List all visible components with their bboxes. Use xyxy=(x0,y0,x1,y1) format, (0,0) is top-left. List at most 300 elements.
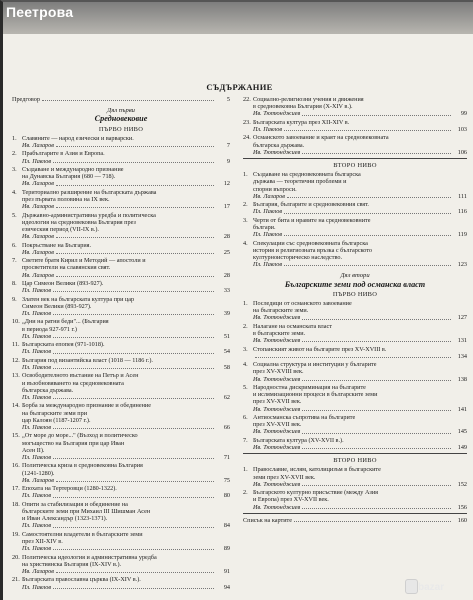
divider xyxy=(243,453,467,454)
page-number: 127 xyxy=(457,314,467,322)
toc-author-line xyxy=(243,208,467,215)
level-heading: ПЪРВО НИВО xyxy=(332,290,378,298)
page-number: 160 xyxy=(457,516,467,524)
dot-leader xyxy=(53,588,214,589)
entry-title: Българската култура през XII-XIV в. xyxy=(253,118,350,126)
watermark-corner: bazar xyxy=(418,582,445,593)
entry-author: Пл. Павлов xyxy=(22,393,52,401)
toc-line xyxy=(243,300,467,307)
page-number: 25 xyxy=(223,248,230,256)
entry-number: 9. xyxy=(12,295,17,303)
entry-author: Ив. Тютюнджиев xyxy=(253,110,301,118)
toc-entry xyxy=(12,150,230,164)
entry-author: Пл. Павлов xyxy=(22,157,52,165)
page-number: 156 xyxy=(457,503,467,511)
entry-author: Ив. Лазаров xyxy=(22,180,54,188)
entry-author: Ив. Тютюнджиев xyxy=(253,375,301,383)
entry-author: Ив. Тютюнджиев xyxy=(253,480,301,488)
entry-title: могъщество на България при цар Иван xyxy=(22,439,125,447)
toc-entry xyxy=(12,318,230,340)
toc-author-line xyxy=(12,584,230,591)
dot-leader xyxy=(56,481,214,482)
dot-leader xyxy=(56,253,214,254)
dot-leader xyxy=(53,428,214,429)
entry-number: 2. xyxy=(243,489,248,497)
page-number: 94 xyxy=(223,583,230,591)
toc-entry xyxy=(243,300,467,322)
part-label: Дял втори xyxy=(340,272,370,280)
watermark-brand: Пеетрова xyxy=(6,4,74,20)
dot-leader xyxy=(56,185,214,186)
page-number: 39 xyxy=(223,309,230,317)
page-number: 71 xyxy=(223,453,230,461)
entry-author: Ив. Лазаров xyxy=(22,233,54,241)
toc-entry xyxy=(12,432,230,461)
toc-entry xyxy=(12,462,230,484)
toc-author-line xyxy=(12,287,230,294)
toc-list xyxy=(243,171,467,268)
entry-title: Народностна дискриминация на българите xyxy=(253,384,366,391)
entry-title: Цар Симеон Велики (893-927). xyxy=(22,279,104,287)
entry-author: Пл. Павлов xyxy=(22,348,52,356)
toc-author-line xyxy=(243,504,467,511)
dot-leader xyxy=(302,448,451,449)
page-number: 12 xyxy=(223,180,230,188)
toc-line xyxy=(12,501,230,508)
entry-title: в периода 927-971 г.) xyxy=(22,325,77,333)
toc-line xyxy=(12,318,230,325)
entry-number: 15. xyxy=(12,432,20,440)
toc-author-line xyxy=(243,337,467,344)
toc-line xyxy=(12,554,230,561)
toc-entry xyxy=(12,280,230,294)
dot-leader xyxy=(53,497,214,498)
toc-list xyxy=(243,300,467,451)
level-heading: ПЪРВО НИВО xyxy=(98,125,144,133)
dot-leader xyxy=(53,458,214,459)
entry-author: Ив. Тютюнджиев xyxy=(253,428,301,436)
page-number: 80 xyxy=(223,492,230,500)
toc-line xyxy=(12,387,230,394)
page-number: 62 xyxy=(223,393,230,401)
toc-author-line xyxy=(12,333,230,340)
entry-number: 4. xyxy=(243,239,248,247)
entry-author: Ив. Тютюнджиев xyxy=(253,405,301,413)
toc-line xyxy=(243,489,467,496)
toc-line xyxy=(243,201,467,208)
entry-number: 20. xyxy=(12,553,20,561)
entry-author: Пл. Павлов xyxy=(253,126,283,133)
toc-entry xyxy=(243,240,467,269)
toc-entry xyxy=(243,384,467,413)
toc-author-line xyxy=(12,454,230,461)
entry-number: 1. xyxy=(243,466,248,474)
toc-author-line xyxy=(243,110,467,117)
toc-line xyxy=(12,417,230,424)
entry-author: Пл. Павлов xyxy=(22,492,52,500)
page-number: 5 xyxy=(226,96,230,103)
toc-author-line xyxy=(243,444,467,451)
entry-title: Златен век на българската култура при цар xyxy=(22,295,135,303)
toc-entry xyxy=(12,372,230,401)
entry-title: Социално-религиозни учения и движения xyxy=(253,96,364,103)
page-number: 111 xyxy=(458,192,467,200)
entry-number: 7. xyxy=(12,257,17,265)
entry-title: в средновековна България (X-XIV в.). xyxy=(253,103,353,111)
toc-line xyxy=(243,496,467,503)
toc-line xyxy=(12,135,230,142)
toc-line xyxy=(243,466,467,473)
entry-title: (1241-1280). xyxy=(22,469,55,477)
toc-author-line xyxy=(12,522,230,529)
toc-line xyxy=(12,226,230,233)
toc-entry xyxy=(12,531,230,553)
page-number: 33 xyxy=(223,287,230,295)
entry-author: Ив. Тютюнджиев xyxy=(253,314,301,322)
entry-number: 8. xyxy=(12,279,17,287)
page-number: 75 xyxy=(223,476,230,484)
dot-leader xyxy=(302,153,451,154)
entry-number: 5. xyxy=(12,211,17,219)
entry-title: идеология на средновековна България през xyxy=(22,218,136,226)
toc-line xyxy=(243,346,467,353)
maps-text: Списък на картите xyxy=(243,516,292,524)
entry-author: Ив. Лазаров xyxy=(22,567,54,575)
toc-line xyxy=(12,485,230,492)
toc-line xyxy=(12,410,230,417)
page-number: 141 xyxy=(457,405,467,413)
entry-number: 1. xyxy=(12,134,17,142)
toc-line xyxy=(12,561,230,568)
divider xyxy=(243,513,467,514)
entry-number: 1. xyxy=(243,171,248,179)
dot-leader xyxy=(287,197,451,198)
entry-author: Ив. Тютюнджиев xyxy=(253,444,301,451)
page-number: 131 xyxy=(457,337,467,345)
entry-title: през XV-XVII век. xyxy=(253,398,302,406)
page-number: 28 xyxy=(223,271,230,279)
toc-line xyxy=(243,368,467,375)
dot-leader xyxy=(302,485,451,486)
toc-line xyxy=(12,219,230,226)
page-number: 152 xyxy=(457,480,467,488)
toc-line xyxy=(12,531,230,538)
toc-entry xyxy=(243,201,467,215)
toc-author-line xyxy=(243,353,467,360)
entry-title: България, българите и средновековния свят. xyxy=(253,201,369,209)
dot-leader xyxy=(294,521,451,522)
toc-author-line xyxy=(12,364,230,371)
toc-entry xyxy=(12,212,230,241)
page-number: 149 xyxy=(457,444,467,451)
toc-entry xyxy=(243,346,467,360)
toc-line xyxy=(243,96,467,103)
toc-line xyxy=(12,303,230,310)
dot-leader xyxy=(284,235,451,236)
dot-leader xyxy=(302,380,451,381)
entry-number: 17. xyxy=(12,485,20,493)
toc-line xyxy=(243,224,467,231)
toc-line xyxy=(12,296,230,303)
dot-leader xyxy=(302,115,451,116)
entry-number: 2. xyxy=(243,322,248,330)
entry-number: 22. xyxy=(243,96,251,103)
entry-title: спорни въпроси. xyxy=(253,185,297,193)
entry-number: 18. xyxy=(12,500,20,508)
dot-leader xyxy=(302,433,451,434)
level-heading: ВТОРО НИВО xyxy=(333,457,377,465)
entry-number: 14. xyxy=(12,402,20,410)
dot-leader xyxy=(53,398,214,399)
toc-line xyxy=(243,254,467,261)
entry-title: през XII-XIV в. xyxy=(22,537,63,545)
entry-number: 19. xyxy=(12,530,20,538)
bazar-watermark xyxy=(405,574,467,596)
entry-number: 2. xyxy=(243,201,248,209)
entry-title: Териториално разширение на българската държава xyxy=(22,188,157,196)
dot-leader xyxy=(302,319,451,320)
dot-leader xyxy=(56,237,214,238)
entry-author: Ив. Тютюнджиев xyxy=(253,148,301,156)
toc-line xyxy=(12,150,230,157)
toc-author-line xyxy=(243,149,467,156)
entry-title: Българската епопея (971-1018). xyxy=(22,341,105,349)
entry-title: Прабългарите в Азия и Европа. xyxy=(22,150,105,158)
dot-leader xyxy=(56,146,214,147)
dot-leader xyxy=(302,410,451,411)
toc-line xyxy=(12,280,230,287)
entry-author: Ив. Тютюнджиев xyxy=(253,337,301,345)
toc-author-line xyxy=(12,142,230,149)
toc-line xyxy=(12,326,230,333)
toc-entry xyxy=(243,414,467,436)
entry-title: българските земи при Михаил III Шишман Асен xyxy=(22,507,151,515)
toc-entry xyxy=(12,554,230,576)
dot-leader xyxy=(42,100,214,101)
dot-leader xyxy=(53,162,214,163)
entry-title: Самостоятелни владетели в българските земи xyxy=(22,530,143,538)
toc-entry xyxy=(243,96,467,118)
entry-title: на Дунавска България (680 — 718). xyxy=(22,173,116,181)
toc-entry xyxy=(243,361,467,383)
page-number: 138 xyxy=(457,375,467,383)
toc-line xyxy=(12,341,230,348)
entry-title: Османското завоевание и краят на средновековната xyxy=(253,134,389,142)
toc-line xyxy=(243,361,467,368)
entry-title: културноисторическо наследство. xyxy=(253,254,342,261)
dot-leader xyxy=(284,213,451,214)
entry-title: Българското културно присъствие (между Азия xyxy=(253,489,379,497)
entry-number: 4. xyxy=(243,361,248,369)
toc-line xyxy=(12,402,230,409)
toc-author-line xyxy=(12,394,230,401)
toc-line xyxy=(12,212,230,219)
entry-author: Пл. Павлов xyxy=(22,287,52,295)
toc-entry xyxy=(243,134,467,156)
entry-number: 3. xyxy=(243,216,248,224)
entry-title: Спекулации със средновековната българска xyxy=(253,239,368,247)
page-number: 106 xyxy=(457,148,467,156)
left-column xyxy=(12,96,230,592)
toc-line xyxy=(243,421,467,428)
toc-line xyxy=(12,538,230,545)
entry-number: 4. xyxy=(12,188,17,196)
entry-number: 10. xyxy=(12,318,20,326)
entry-author: Пл. Павлов xyxy=(253,261,283,269)
entry-number: 1. xyxy=(243,300,248,308)
entry-title: Светите братя Кирил и Методий — апостоли и xyxy=(22,257,146,265)
toc-author-line xyxy=(243,261,467,268)
maps-entry xyxy=(243,517,467,524)
page-number: 116 xyxy=(457,208,467,216)
entry-title: Политическа криза в средновековна България xyxy=(22,462,143,470)
entry-title: Асен II). xyxy=(22,446,45,454)
page-number: 66 xyxy=(223,423,230,431)
toc-entry xyxy=(243,171,467,200)
entry-title: Държавно-административна уредба и политическа xyxy=(22,211,156,219)
dot-leader xyxy=(53,291,214,292)
toc-line xyxy=(12,264,230,271)
toc-entry xyxy=(12,357,230,371)
bag-icon xyxy=(405,579,418,594)
page-number: 7 xyxy=(226,142,230,150)
entry-author: Ив. Лазаров xyxy=(253,192,285,200)
part-label: Дял първи xyxy=(107,107,135,115)
entry-title: Опити за стабилизация и обединение на xyxy=(22,500,128,508)
toc-line xyxy=(12,432,230,439)
entry-number: 6. xyxy=(12,241,17,249)
level-heading: ВТОРО НИВО xyxy=(333,162,377,169)
entry-author: Ив. Лазаров xyxy=(22,203,54,211)
toc-author-line xyxy=(12,233,230,240)
toc-line xyxy=(243,240,467,247)
entry-title: Стопанският живот на българите през XV-XVIII в. xyxy=(253,345,387,353)
entry-title: Налагане на османската власт xyxy=(253,322,332,330)
entry-title: Епохата на Тертеровци (1280-1322). xyxy=(22,485,117,493)
toc-entry xyxy=(12,402,230,431)
page-number: 119 xyxy=(457,231,467,239)
entry-number: 5. xyxy=(243,384,248,391)
entry-number: 21. xyxy=(12,576,20,584)
entry-author: Ив. Лазаров xyxy=(22,142,54,150)
page-number: 123 xyxy=(457,261,467,269)
page-number: 51 xyxy=(223,332,230,340)
entry-title: българска държава. xyxy=(253,141,305,149)
entry-title: Черти от бита и нравите на средновековните xyxy=(253,216,371,224)
toc-author-line xyxy=(12,348,230,355)
entry-number: 13. xyxy=(12,372,20,380)
entry-number: 3. xyxy=(12,166,17,173)
entry-number: 12. xyxy=(12,356,20,364)
entry-title: и ислямизационни процеси в българските земи xyxy=(253,391,378,399)
entry-title: Православие, ислям, католицизъм в българските xyxy=(253,466,381,474)
toc-line xyxy=(243,323,467,330)
entry-author: Ив. Лазаров xyxy=(22,248,54,256)
toc-author-line xyxy=(12,545,230,552)
dot-leader xyxy=(53,353,214,354)
toc-entry xyxy=(12,189,230,211)
toc-entry xyxy=(243,437,467,451)
divider xyxy=(243,158,467,159)
dot-leader xyxy=(53,549,214,550)
toc-entry xyxy=(12,296,230,318)
entry-title: история и религиозната връзка с българското xyxy=(253,246,373,254)
toc-author-line xyxy=(243,231,467,238)
page-number: 89 xyxy=(223,545,230,553)
entry-number: 2. xyxy=(12,150,17,158)
entry-title: Борба за международно признание и обединение xyxy=(22,402,151,410)
entry-author: Пл. Павлов xyxy=(253,231,283,239)
toc-entry xyxy=(12,257,230,279)
toc-entry xyxy=(243,119,467,133)
toc-line xyxy=(12,196,230,203)
toc-line xyxy=(12,447,230,454)
toc-author-line xyxy=(243,406,467,413)
entry-author: Пл. Павлов xyxy=(22,309,52,317)
toc-line xyxy=(243,142,467,149)
page-number: 91 xyxy=(223,567,230,575)
page-number: 17 xyxy=(223,203,230,211)
part-title: Българските земи под османска власт xyxy=(284,279,426,289)
entry-number: 16. xyxy=(12,462,20,470)
entry-title: Славяните — народ езически и варварски. xyxy=(22,134,134,142)
toc-author-line xyxy=(12,477,230,484)
toc-line xyxy=(12,372,230,379)
toc-entry xyxy=(243,323,467,345)
toc-line xyxy=(12,470,230,477)
entry-title: Симеон Велики (893-927). xyxy=(22,302,92,310)
toc-line xyxy=(243,217,467,224)
toc-line xyxy=(12,357,230,364)
toc-line xyxy=(243,330,467,337)
toc-line xyxy=(12,440,230,447)
entry-title: Антиосманска съпротива на българите xyxy=(253,414,356,421)
toc-line xyxy=(12,515,230,522)
toc-line xyxy=(243,171,467,178)
toc-author-line xyxy=(243,376,467,383)
entry-title: Социална структура и институции у българите xyxy=(253,361,377,369)
toc-line xyxy=(12,462,230,469)
toc-line xyxy=(243,178,467,185)
toc-author-line xyxy=(243,193,467,200)
entry-title: Последици от османското завоевание xyxy=(253,300,352,308)
entry-author: Пл. Павлов xyxy=(253,208,283,216)
toc-line xyxy=(12,242,230,249)
entry-title: езическия период (VII-IX в.). xyxy=(22,226,99,233)
entry-author: Пл. Павлов xyxy=(22,522,52,530)
entry-title: Българската култура (XV-XVII в.). xyxy=(253,436,344,444)
entry-author: Пл. Павлов xyxy=(22,363,52,371)
entry-title: на християнска България (IX-XIV в.). xyxy=(22,560,122,568)
page-number: 103 xyxy=(457,126,467,133)
toc-entry xyxy=(12,341,230,355)
dot-leader xyxy=(302,341,451,342)
entry-author: Пл. Павлов xyxy=(22,545,52,553)
dot-leader xyxy=(284,130,451,131)
dot-leader xyxy=(53,314,214,315)
dot-leader xyxy=(53,337,214,338)
toc-line xyxy=(243,119,467,126)
toc-line xyxy=(243,414,467,421)
toc-line xyxy=(12,189,230,196)
toc-author-line xyxy=(12,203,230,210)
page-number: 99 xyxy=(460,110,467,118)
toc-line xyxy=(12,576,230,583)
document-page xyxy=(12,36,467,596)
entry-title: българска държава. xyxy=(22,386,74,394)
dot-leader xyxy=(284,265,451,266)
page-number: 84 xyxy=(223,522,230,530)
